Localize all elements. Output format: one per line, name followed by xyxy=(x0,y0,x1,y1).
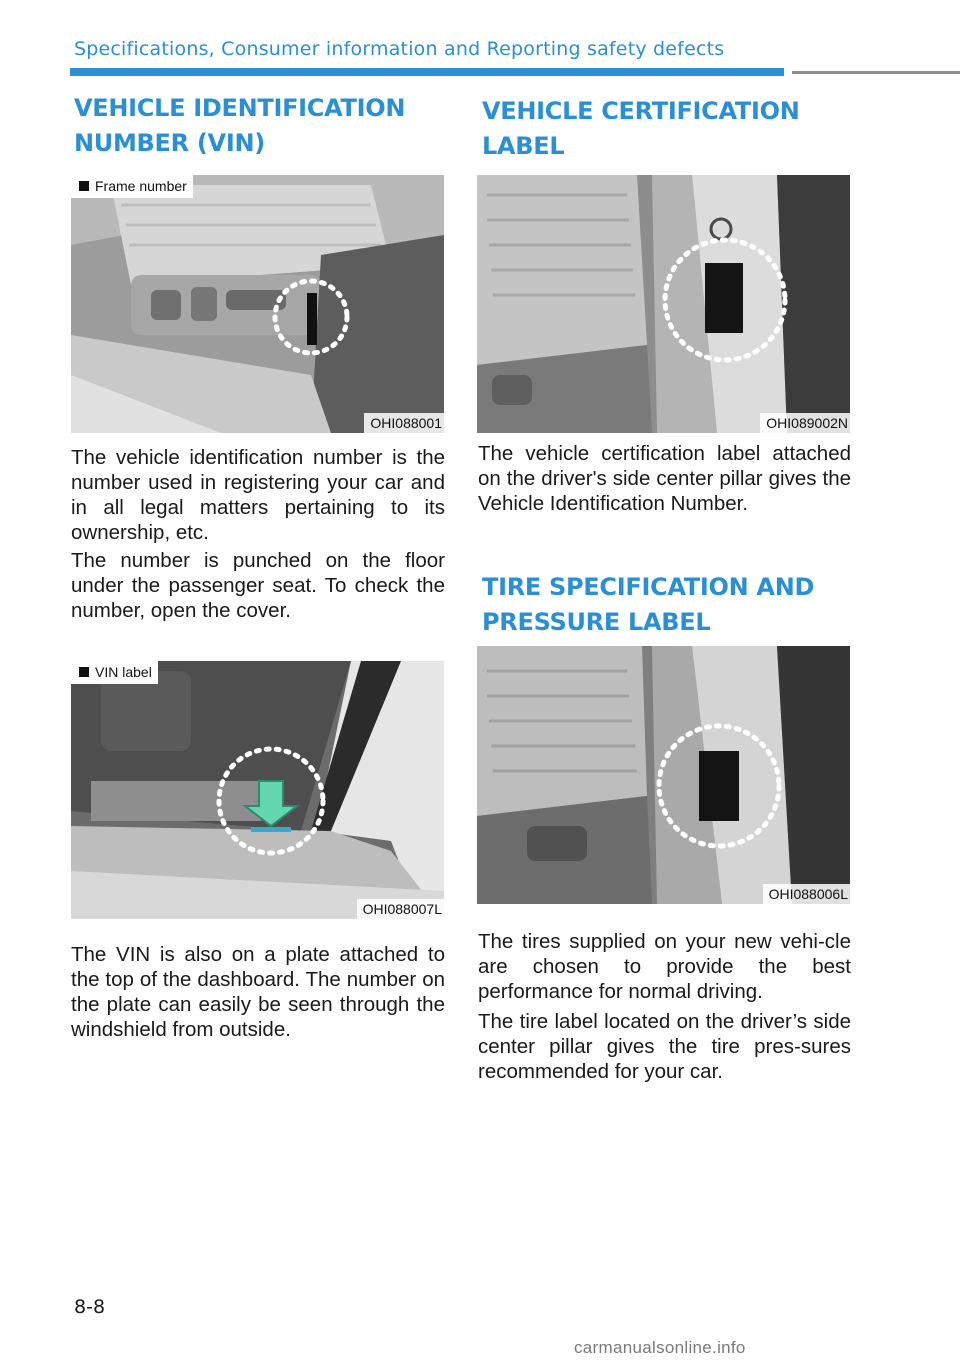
header-rule-gray xyxy=(792,71,960,74)
vin-label-figure xyxy=(71,661,444,919)
vin-heading xyxy=(74,91,405,161)
tire-label-figure xyxy=(477,646,850,904)
vin-heading-line1: VEHICLE IDENTIFICATION xyxy=(74,94,406,122)
tire-paragraph-2: The tire label located on the driver’s side center pillar gives the tire pres-sures recommended for your car. xyxy=(478,1010,851,1083)
page-number: 8-8 xyxy=(74,1296,106,1318)
section-title: Specifications, Consumer information and Reporting safety defects xyxy=(74,38,725,60)
certification-heading-line2: LABEL xyxy=(482,132,565,160)
figure-code: OHI088007L xyxy=(357,899,444,919)
certification-heading-line1: VEHICLE CERTIFICATION xyxy=(482,97,800,125)
certification-heading xyxy=(482,94,800,164)
tire-paragraph-1: The tires supplied on your new vehi-cle are chosen to provide the best performance for normal driving. xyxy=(478,930,851,1003)
vin-label-tag: VIN label xyxy=(71,661,158,684)
certification-paragraph: The vehicle certification label attached on the driver's side center pillar gives the Vehicle Identification Number. xyxy=(478,442,851,515)
tire-heading-line1: TIRE SPECIFICATION AND xyxy=(482,573,815,601)
tire-heading-line2: PRESSURE LABEL xyxy=(482,608,711,636)
figure-code: OHI088006L xyxy=(763,884,850,904)
watermark: carmanualsonline.info xyxy=(574,1338,746,1357)
vin-heading-line2: NUMBER (VIN) xyxy=(74,129,265,157)
vin-paragraph-2: The number is punched on the floor under the passenger seat. To check the number, open the cover. xyxy=(71,549,445,622)
figure-code: OHI088001 xyxy=(364,413,444,433)
vin-paragraph-1: The vehicle identification number is the number used in registering your car and in all legal matters pertaining to its ownership, etc. xyxy=(71,446,445,544)
frame-number-figure xyxy=(71,175,444,433)
frame-number-tag: Frame number xyxy=(71,175,193,198)
vin-label-photo xyxy=(71,661,444,919)
tire-heading xyxy=(482,570,814,640)
certification-label-figure xyxy=(477,175,850,433)
tire-label-photo xyxy=(477,646,850,904)
figure-code: OHI089002N xyxy=(760,413,850,433)
frame-number-photo xyxy=(71,175,444,433)
header-rule-blue xyxy=(70,68,784,76)
bullet-square-icon xyxy=(79,667,89,677)
vin-paragraph-3: The VIN is also on a plate attached to the top of the dashboard. The number on the plate can easily be seen through the windshield from outside. xyxy=(71,943,445,1041)
certification-label-photo xyxy=(477,175,850,433)
bullet-square-icon xyxy=(79,181,89,191)
